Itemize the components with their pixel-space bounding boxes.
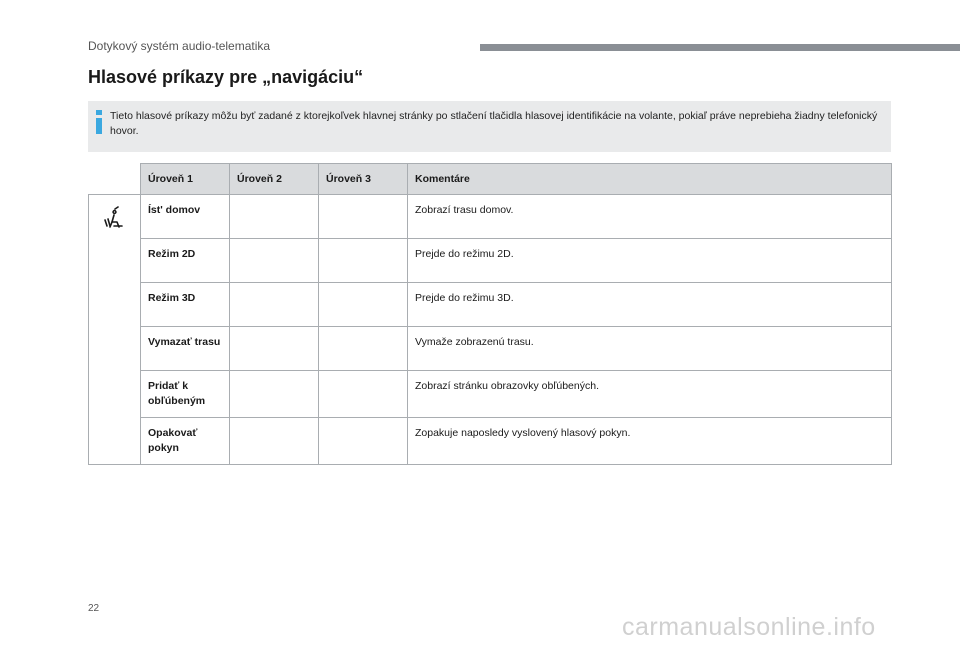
row-2-level-2 — [230, 239, 319, 283]
header-comments: Komentáre — [408, 164, 892, 195]
row-5-level-3 — [319, 371, 408, 418]
header-level-1: Úroveň 1 — [141, 164, 230, 195]
row-5-comment: Zobrazí stránku obrazovky obľúbených. — [408, 371, 892, 418]
row-6-level-1: Opakovať pokyn — [141, 418, 230, 465]
row-3-level-1: Režim 3D — [141, 283, 230, 327]
info-box — [88, 101, 891, 152]
row-3-level-2 — [230, 283, 319, 327]
watermark: carmanualsonline.info — [622, 613, 876, 641]
table-row — [89, 195, 892, 239]
section-header: Dotykový systém audio-telematika — [88, 39, 271, 53]
table-row — [89, 283, 892, 327]
row-5-level-2 — [230, 371, 319, 418]
table-header-row — [89, 164, 892, 195]
row-4-level-1: Vymazať trasu — [141, 327, 230, 371]
header-blank — [89, 164, 141, 195]
header-bar — [480, 44, 960, 51]
row-6-level-2 — [230, 418, 319, 465]
row-1-level-3 — [319, 195, 408, 239]
table-row — [89, 327, 892, 371]
header-level-3: Úroveň 3 — [319, 164, 408, 195]
row-3-level-3 — [319, 283, 408, 327]
icon-cell — [89, 195, 141, 465]
row-6-level-3 — [319, 418, 408, 465]
table-row — [89, 371, 892, 418]
table-row — [89, 418, 892, 465]
row-2-level-3 — [319, 239, 408, 283]
row-4-level-2 — [230, 327, 319, 371]
row-2-level-1: Režim 2D — [141, 239, 230, 283]
row-3-comment: Prejde do režimu 3D. — [408, 283, 892, 327]
row-1-comment: Zobrazí trasu domov. — [408, 195, 892, 239]
header-level-2: Úroveň 2 — [230, 164, 319, 195]
info-icon — [94, 110, 104, 134]
row-4-comment: Vymaže zobrazenú trasu. — [408, 327, 892, 371]
page-number: 22 — [88, 603, 100, 614]
row-1-level-1: Íst' domov — [141, 195, 230, 239]
row-2-comment: Prejde do režimu 2D. — [408, 239, 892, 283]
row-5-level-1: Pridať k obľúbeným — [141, 371, 230, 418]
table-row — [89, 239, 892, 283]
info-text: Tieto hlasové príkazy môžu byť zadané z ktorejkoľvek hlavnej stránky po stlačení tlačidla hlasovej identifikácie na volante, pokiaľ práve neprebieha žiadny telefonický hovor. — [110, 110, 878, 137]
page-title: Hlasové príkazy pre „navigáciu“ — [88, 67, 364, 87]
row-4-level-3 — [319, 327, 408, 371]
voice-command-icon — [102, 205, 128, 233]
row-1-level-2 — [230, 195, 319, 239]
row-6-comment: Zopakuje naposledy vyslovený hlasový pokyn. — [408, 418, 892, 465]
voice-commands-table — [88, 163, 892, 465]
